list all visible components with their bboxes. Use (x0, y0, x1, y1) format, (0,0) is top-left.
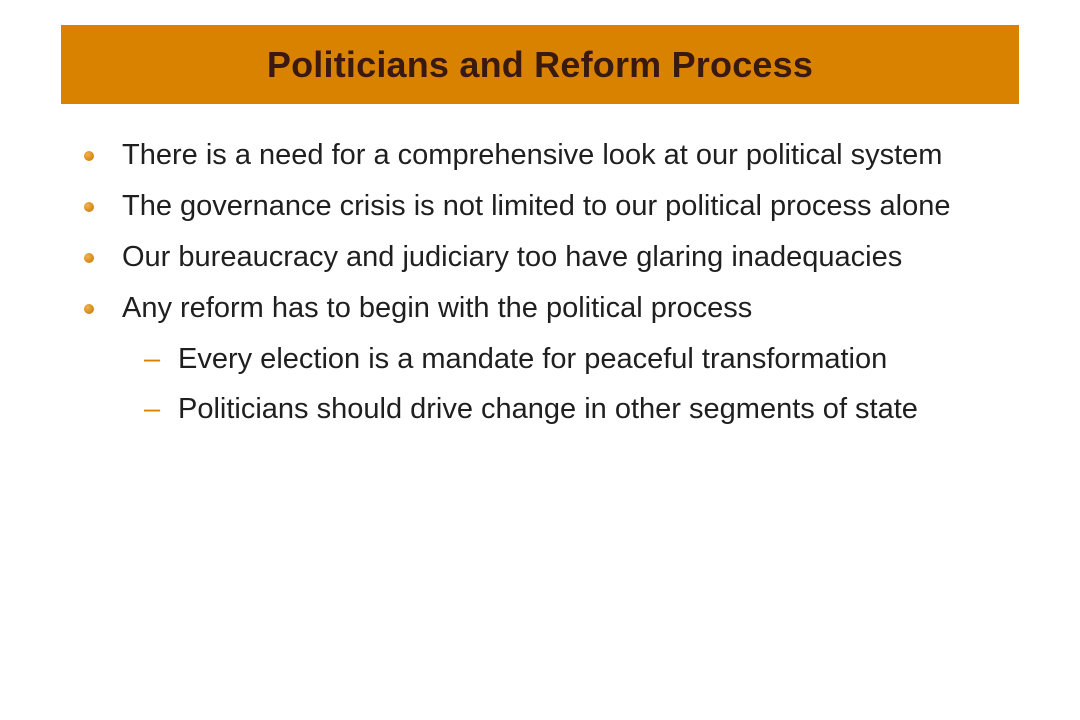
sub-bullet-text: Politicians should drive change in other segments of state (178, 393, 918, 425)
orange-bullet-icon (84, 202, 94, 212)
dash-bullet-icon: – (144, 343, 161, 375)
bullet-text: The governance crisis is not limited to our political process alone (122, 190, 951, 222)
orange-bullet-icon (84, 151, 94, 161)
bullet-text: There is a need for a comprehensive look at our political system (122, 139, 943, 171)
bullet-item (78, 238, 980, 276)
slide-title: Politicians and Reform Process (266, 43, 814, 85)
dash-bullet-icon: – (144, 393, 161, 425)
orange-bullet-icon (84, 253, 94, 263)
sub-bullet-item (78, 340, 980, 378)
bullet-item (78, 187, 980, 225)
sub-bullet-item (78, 390, 980, 428)
title-bar (61, 25, 1019, 104)
bullet-list (78, 136, 980, 440)
bullet-item (78, 136, 980, 174)
orange-bullet-icon (84, 304, 94, 314)
bullet-text: Any reform has to begin with the political process (122, 292, 753, 324)
bullet-text: Our bureaucracy and judiciary too have glaring inadequacies (122, 241, 903, 273)
bullet-item (78, 289, 980, 327)
sub-bullet-text: Every election is a mandate for peaceful transformation (178, 343, 888, 375)
